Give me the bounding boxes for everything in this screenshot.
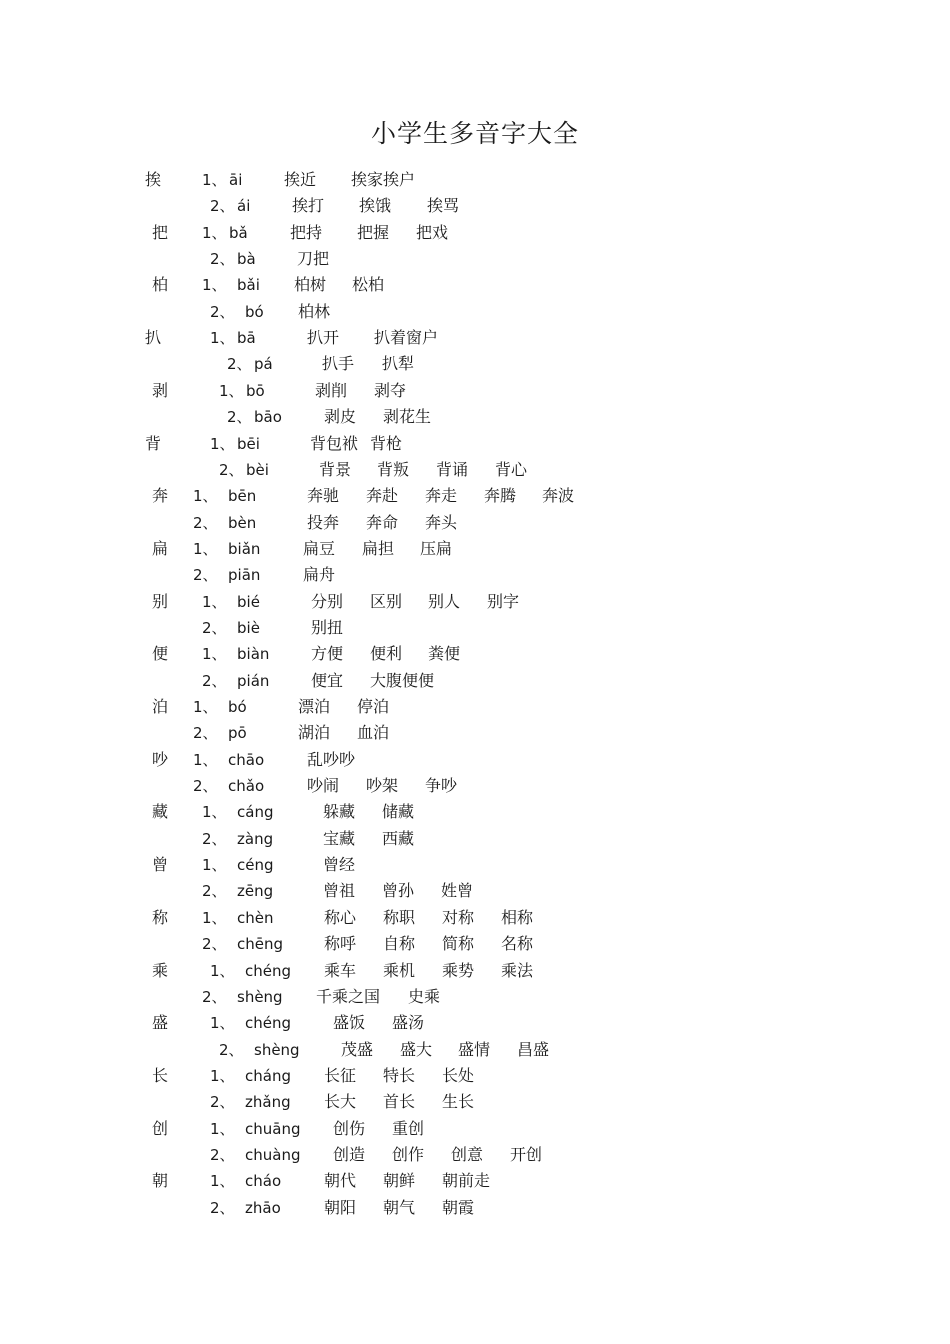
example-word: 分别 <box>311 591 344 611</box>
reading-number: 1、 <box>202 592 227 611</box>
pinyin: pō <box>228 724 247 743</box>
list-item <box>0 1195 950 1221</box>
example-word: 乘机 <box>383 960 416 980</box>
hanzi-character: 泊 <box>152 697 169 716</box>
example-word: 千乘之国 <box>316 986 381 1006</box>
reading-number: 2、 <box>202 882 227 901</box>
list-item <box>0 747 950 773</box>
example-word: 剥皮 <box>324 407 357 427</box>
reading-number: 2、 <box>210 1145 235 1164</box>
example-word: 投奔 <box>307 512 340 532</box>
reading-number: 2、 <box>202 829 227 848</box>
pinyin: bō <box>246 381 265 400</box>
list-item <box>0 1168 950 1194</box>
reading-number: 1、 <box>210 961 235 980</box>
example-word: 压扁 <box>420 538 453 558</box>
example-word: 剥削 <box>315 380 348 400</box>
pinyin: zhǎng <box>245 1093 291 1112</box>
list-item <box>0 431 950 457</box>
pinyin: chāo <box>228 750 265 769</box>
reading-number: 1、 <box>202 856 227 875</box>
reading-number: 2、 <box>202 671 227 690</box>
example-word: 生长 <box>442 1092 475 1112</box>
pinyin: bó <box>245 302 264 321</box>
list-item <box>0 878 950 904</box>
reading-number: 1、 <box>210 1014 235 1033</box>
example-word: 把戏 <box>416 222 449 242</box>
pinyin: cháo <box>245 1172 282 1191</box>
example-word: 特长 <box>383 1065 416 1085</box>
pinyin: ái <box>237 197 251 216</box>
pinyin: pián <box>237 671 270 690</box>
example-word: 对称 <box>442 907 475 927</box>
list-item <box>0 378 950 404</box>
list-item <box>0 325 950 351</box>
example-word: 扒开 <box>307 328 340 348</box>
list-item <box>0 852 950 878</box>
pinyin: zàng <box>237 829 274 848</box>
list-item <box>0 562 950 588</box>
pinyin: bó <box>228 698 247 716</box>
example-word: 背枪 <box>370 433 403 453</box>
reading-number: 2、 <box>227 408 252 427</box>
reading-number: 1、 <box>210 329 235 348</box>
example-word: 别人 <box>428 591 461 611</box>
example-word: 储藏 <box>382 802 415 822</box>
reading-number: 2、 <box>210 1093 235 1112</box>
hanzi-character: 别 <box>152 591 169 611</box>
pinyin: chéng <box>245 961 292 980</box>
example-word: 把持 <box>290 222 323 242</box>
pinyin: shèng <box>254 1040 300 1059</box>
reading-number: 1、 <box>202 223 227 242</box>
pinyin: chuāng <box>245 1119 301 1138</box>
example-word: 称心 <box>324 907 357 927</box>
pinyin: cháng <box>245 1066 291 1085</box>
pinyin: biè <box>237 618 260 637</box>
example-word: 松柏 <box>352 275 385 295</box>
example-word: 盛大 <box>400 1039 433 1059</box>
example-word: 血泊 <box>357 723 390 743</box>
example-word: 便利 <box>370 644 403 664</box>
reading-number: 2、 <box>227 355 252 374</box>
example-word: 奔走 <box>425 486 458 506</box>
pinyin: chuàng <box>245 1145 301 1164</box>
example-word: 乘法 <box>501 960 534 980</box>
reading-number: 1、 <box>210 1172 235 1191</box>
example-word: 停泊 <box>357 697 390 716</box>
example-word: 朝前走 <box>442 1171 491 1191</box>
reading-number: 2、 <box>210 197 235 216</box>
example-word: 扒犁 <box>382 354 415 374</box>
hanzi-character: 挨 <box>145 170 162 189</box>
hanzi-character: 创 <box>152 1118 169 1138</box>
hanzi-character: 长 <box>152 1065 169 1085</box>
example-word: 长处 <box>442 1065 475 1085</box>
example-word: 姓曾 <box>441 881 474 901</box>
list-item <box>0 536 950 562</box>
example-word: 创造 <box>333 1144 366 1164</box>
pinyin: piān <box>228 566 261 585</box>
example-word: 背包袱 <box>310 433 359 453</box>
example-word: 背心 <box>495 459 528 479</box>
list-item <box>0 615 950 641</box>
hanzi-character: 柏 <box>152 275 169 295</box>
hanzi-character: 扒 <box>145 328 162 348</box>
example-word: 争吵 <box>425 776 458 796</box>
list-item <box>0 589 950 615</box>
reading-number: 1、 <box>202 645 227 664</box>
reading-number: 1、 <box>193 750 218 769</box>
example-word: 盛饭 <box>333 1013 366 1033</box>
example-word: 乘势 <box>442 960 475 980</box>
hanzi-character: 背 <box>145 433 162 453</box>
list-item <box>0 931 950 957</box>
reading-number: 2、 <box>210 250 235 269</box>
pinyin: zhāo <box>245 1198 281 1217</box>
example-word: 朝鲜 <box>383 1171 416 1191</box>
example-word: 挨近 <box>284 170 317 189</box>
pinyin: chǎo <box>228 777 265 796</box>
pinyin: bǎ <box>229 223 248 242</box>
hanzi-character: 扁 <box>152 538 169 558</box>
example-word: 把握 <box>357 222 390 242</box>
example-word: 扁舟 <box>303 565 336 585</box>
example-word: 扒着窗户 <box>374 328 439 348</box>
example-word: 创意 <box>451 1144 484 1164</box>
list-item <box>0 720 950 746</box>
reading-number: 2、 <box>202 987 227 1006</box>
pinyin: bà <box>237 250 256 269</box>
reading-number: 2、 <box>219 460 244 479</box>
hanzi-character: 把 <box>152 222 169 242</box>
example-word: 盛情 <box>458 1039 491 1059</box>
example-word: 挨家挨户 <box>351 170 416 189</box>
reading-number: 1、 <box>193 698 218 716</box>
list-item <box>0 826 950 852</box>
pinyin: zēng <box>237 882 274 901</box>
example-word: 史乘 <box>408 986 441 1006</box>
reading-number: 2、 <box>219 1040 244 1059</box>
list-item <box>0 299 950 325</box>
example-word: 漂泊 <box>298 697 331 716</box>
example-word: 柏林 <box>298 301 331 321</box>
list-item <box>0 905 950 931</box>
hanzi-character: 剥 <box>152 380 169 400</box>
example-word: 扁担 <box>362 538 395 558</box>
reading-number: 2、 <box>193 513 218 532</box>
list-item <box>0 351 950 377</box>
list-item <box>0 404 950 430</box>
pinyin: bāo <box>254 408 282 427</box>
example-word: 躲藏 <box>323 802 356 822</box>
reading-number: 1、 <box>193 487 218 506</box>
example-word: 湖泊 <box>298 723 331 743</box>
example-word: 开创 <box>510 1144 543 1164</box>
list-item <box>0 1063 950 1089</box>
example-word: 背叛 <box>377 459 410 479</box>
example-word: 乘车 <box>324 960 357 980</box>
example-word: 乱吵吵 <box>307 749 356 769</box>
reading-number: 2、 <box>202 935 227 954</box>
list-item <box>0 483 950 509</box>
pinyin: chéng <box>245 1014 292 1033</box>
example-word: 大腹便便 <box>370 670 435 690</box>
list-item <box>0 1142 950 1168</box>
example-word: 简称 <box>442 934 475 954</box>
reading-number: 1、 <box>210 1066 235 1085</box>
example-word: 朝代 <box>324 1171 357 1191</box>
example-word: 朝阳 <box>324 1197 357 1217</box>
example-word: 称呼 <box>324 934 357 954</box>
list-item <box>0 1116 950 1142</box>
example-word: 相称 <box>501 907 534 927</box>
example-word: 方便 <box>311 644 344 664</box>
list-item <box>0 220 950 246</box>
example-word: 区别 <box>370 591 403 611</box>
example-word: 朝气 <box>383 1197 416 1217</box>
pinyin: āi <box>229 171 243 189</box>
example-word: 创伤 <box>333 1118 366 1138</box>
example-word: 剥花生 <box>383 407 432 427</box>
reading-number: 1、 <box>193 539 218 558</box>
reading-number: 1、 <box>202 908 227 927</box>
pinyin: bā <box>237 329 256 348</box>
example-word: 茂盛 <box>341 1039 374 1059</box>
example-word: 首长 <box>383 1092 416 1112</box>
example-word: 创作 <box>392 1144 425 1164</box>
example-word: 挨饿 <box>359 196 392 216</box>
hanzi-character: 奔 <box>152 486 169 506</box>
example-word: 曾祖 <box>323 881 356 901</box>
list-item <box>0 167 950 193</box>
example-word: 扁豆 <box>303 538 336 558</box>
example-word: 西藏 <box>382 828 415 848</box>
example-word: 奔波 <box>542 486 575 506</box>
pinyin: bēi <box>237 434 260 453</box>
page-title: 小学生多音字大全 <box>370 119 579 148</box>
example-word: 奔赴 <box>366 486 399 506</box>
example-word: 奔命 <box>366 512 399 532</box>
pinyin: bǎi <box>237 276 260 295</box>
list-item <box>0 272 950 298</box>
reading-number: 1、 <box>210 1119 235 1138</box>
example-word: 吵闹 <box>307 776 340 796</box>
pinyin: bèn <box>228 513 257 532</box>
hanzi-character: 盛 <box>152 1013 169 1033</box>
list-item <box>0 984 950 1010</box>
example-word: 称职 <box>383 907 416 927</box>
pinyin: céng <box>237 856 274 875</box>
reading-number: 2、 <box>210 1198 235 1217</box>
example-word: 刀把 <box>297 249 330 269</box>
example-word: 吵架 <box>366 776 399 796</box>
hanzi-character: 乘 <box>152 960 169 980</box>
reading-number: 2、 <box>193 777 218 796</box>
example-word: 扒手 <box>322 354 355 374</box>
example-word: 别字 <box>487 591 520 611</box>
example-word: 背景 <box>319 459 352 479</box>
example-word: 名称 <box>501 934 534 954</box>
example-word: 柏树 <box>294 275 327 295</box>
list-item <box>0 1010 950 1036</box>
reading-number: 2、 <box>202 618 227 637</box>
pinyin: pá <box>254 355 273 374</box>
example-word: 剥夺 <box>374 380 407 400</box>
example-word: 曾经 <box>323 855 356 875</box>
list-item <box>0 193 950 219</box>
hanzi-character: 曾 <box>152 855 169 875</box>
hanzi-character: 便 <box>152 644 169 664</box>
hanzi-character: 藏 <box>152 802 169 822</box>
list-item <box>0 1037 950 1063</box>
reading-number: 1、 <box>219 381 244 400</box>
example-word: 宝藏 <box>323 828 356 848</box>
pinyin: chèn <box>237 908 274 927</box>
example-word: 长大 <box>324 1092 357 1112</box>
example-word: 奔驰 <box>307 486 340 506</box>
list-item <box>0 668 950 694</box>
hanzi-character: 朝 <box>152 1171 169 1191</box>
reading-number: 2、 <box>210 302 235 321</box>
reading-number: 2、 <box>193 724 218 743</box>
list-item <box>0 641 950 667</box>
reading-number: 1、 <box>202 276 227 295</box>
pinyin: cáng <box>237 803 274 822</box>
reading-number: 1、 <box>202 803 227 822</box>
list-item <box>0 958 950 984</box>
example-word: 自称 <box>383 934 416 954</box>
example-word: 曾孙 <box>382 881 415 901</box>
list-item <box>0 694 950 720</box>
pinyin: bié <box>237 592 260 611</box>
list-item <box>0 773 950 799</box>
example-word: 背诵 <box>436 459 469 479</box>
example-word: 昌盛 <box>517 1039 550 1059</box>
example-word: 盛汤 <box>392 1013 425 1033</box>
example-word: 奔头 <box>425 512 458 532</box>
list-item <box>0 246 950 272</box>
reading-number: 1、 <box>202 171 227 189</box>
example-word: 重创 <box>392 1118 425 1138</box>
reading-number: 2、 <box>193 566 218 585</box>
pinyin: shèng <box>237 987 283 1006</box>
example-word: 长征 <box>324 1065 357 1085</box>
pinyin: biǎn <box>228 539 261 558</box>
pinyin: bèi <box>246 460 269 479</box>
reading-number: 1、 <box>210 434 235 453</box>
pinyin: bēn <box>228 487 257 506</box>
list-item <box>0 457 950 483</box>
example-word: 奔腾 <box>484 486 517 506</box>
hanzi-character: 吵 <box>152 749 169 769</box>
example-word: 朝霞 <box>442 1197 475 1217</box>
list-item <box>0 799 950 825</box>
list-item <box>0 1089 950 1115</box>
example-word: 挨骂 <box>427 196 460 216</box>
example-word: 别扭 <box>311 617 344 637</box>
pinyin: chēng <box>237 935 284 954</box>
list-item <box>0 510 950 536</box>
example-word: 粪便 <box>428 644 461 664</box>
example-word: 便宜 <box>311 670 344 690</box>
hanzi-character: 称 <box>152 907 169 927</box>
example-word: 挨打 <box>292 196 325 216</box>
pinyin: biàn <box>237 645 270 664</box>
